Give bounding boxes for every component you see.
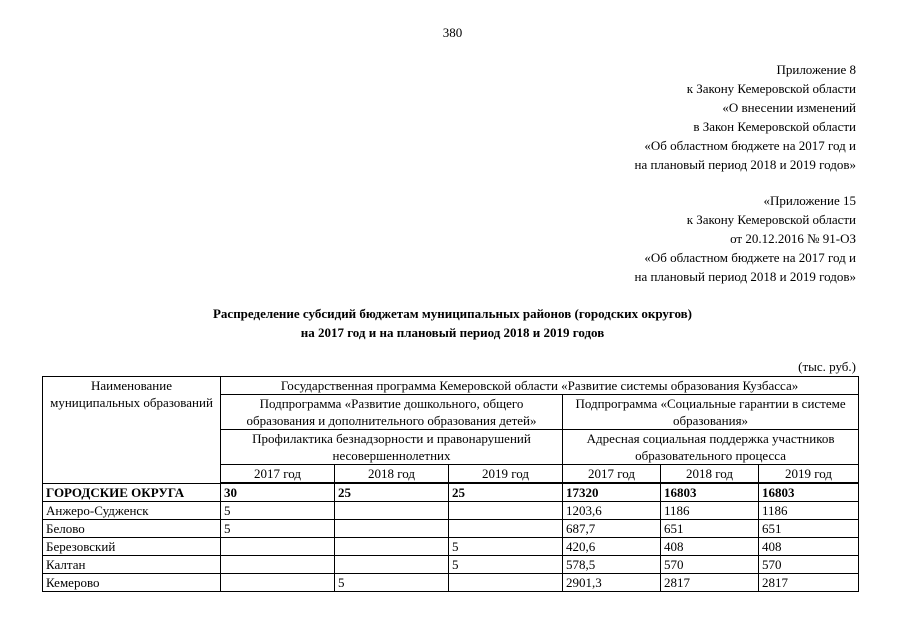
value-cell	[449, 502, 563, 520]
appendix-8-header	[635, 60, 857, 174]
year-header: 2019 год	[449, 465, 563, 484]
row-name-cell: Белово	[43, 520, 221, 538]
value-cell	[221, 538, 335, 556]
table-row	[43, 574, 859, 592]
year-header: 2019 год	[759, 465, 859, 484]
appendix-line: на плановый период 2018 и 2019 годов»	[634, 269, 856, 284]
value-cell	[335, 502, 449, 520]
value-cell: 651	[661, 520, 759, 538]
subsidy-table	[42, 376, 859, 592]
appendix-line: на плановый период 2018 и 2019 годов»	[634, 157, 856, 172]
appendix-line: «Об областном бюджете на 2017 год и	[644, 250, 856, 265]
appendix-line: «Об областном бюджете на 2017 год и	[644, 138, 856, 153]
value-cell: 17320	[563, 483, 661, 502]
page-number: 380	[442, 25, 463, 40]
value-cell: 1186	[661, 502, 759, 520]
value-cell: 25	[335, 483, 449, 502]
value-cell	[449, 520, 563, 538]
value-cell: 25	[449, 483, 563, 502]
subprogram1-header: Подпрограмма «Развитие дошкольного, общего образования и дополнительного образования детей»	[221, 395, 563, 430]
value-cell: 420,6	[563, 538, 661, 556]
subprogram2-header: Подпрограмма «Социальные гарантии в системе образования»	[563, 395, 859, 430]
year-header: 2018 год	[661, 465, 759, 484]
document-title	[0, 304, 905, 342]
appendix-line: к Закону Кемеровской области	[686, 81, 856, 96]
row-name-cell: Анжеро-Судженск	[43, 502, 221, 520]
appendix-line: в Закон Кемеровской области	[693, 119, 856, 134]
value-cell: 5	[221, 502, 335, 520]
value-cell: 651	[759, 520, 859, 538]
value-cell: 570	[661, 556, 759, 574]
value-cell	[221, 556, 335, 574]
appendix-15-header	[635, 191, 857, 286]
program-header: Государственная программа Кемеровской области «Развитие системы образования Кузбасса»	[221, 377, 859, 395]
value-cell	[335, 538, 449, 556]
appendix-line: к Закону Кемеровской области	[686, 212, 856, 227]
value-cell: 570	[759, 556, 859, 574]
value-cell: 5	[335, 574, 449, 592]
value-cell: 30	[221, 483, 335, 502]
title-line: Распределение субсидий бюджетам муниципальных районов (городских округов)	[212, 306, 692, 321]
table-body	[43, 483, 859, 592]
row-name-cell: ГОРОДСКИЕ ОКРУГА	[43, 483, 221, 502]
value-cell	[449, 574, 563, 592]
value-cell: 5	[221, 520, 335, 538]
value-cell: 2817	[759, 574, 859, 592]
table-row	[43, 502, 859, 520]
value-cell: 5	[449, 556, 563, 574]
value-cell: 578,5	[563, 556, 661, 574]
measure2-header: Адресная социальная поддержка участников образовательного процесса	[563, 430, 859, 465]
value-cell: 2901,3	[563, 574, 661, 592]
row-name-cell: Березовский	[43, 538, 221, 556]
title-line: на 2017 год и на плановый период 2018 и 2019 годов	[300, 325, 605, 340]
year-header: 2017 год	[221, 465, 335, 484]
value-cell	[335, 520, 449, 538]
appendix-line: «О внесении изменений	[722, 100, 856, 115]
table-row	[43, 556, 859, 574]
table-row	[43, 520, 859, 538]
value-cell: 687,7	[563, 520, 661, 538]
appendix-line: от 20.12.2016 № 91-ОЗ	[730, 231, 856, 246]
year-header: 2017 год	[563, 465, 661, 484]
value-cell: 16803	[661, 483, 759, 502]
measure1-header: Профилактика безнадзорности и правонарушений несовершеннолетних	[221, 430, 563, 465]
value-cell: 2817	[661, 574, 759, 592]
value-cell: 408	[759, 538, 859, 556]
col-name-header: Наименование муниципальных образований	[43, 377, 221, 484]
value-cell	[221, 574, 335, 592]
unit-label: (тыс. руб.)	[798, 359, 856, 374]
appendix-line: Приложение 8	[776, 62, 856, 77]
value-cell: 16803	[759, 483, 859, 502]
value-cell: 1203,6	[563, 502, 661, 520]
year-header: 2018 год	[335, 465, 449, 484]
value-cell: 1186	[759, 502, 859, 520]
row-name-cell: Калтан	[43, 556, 221, 574]
row-name-cell: Кемерово	[43, 574, 221, 592]
table-row	[43, 483, 859, 502]
table-row	[43, 538, 859, 556]
appendix-line: «Приложение 15	[763, 193, 856, 208]
header-row-program	[43, 377, 859, 395]
value-cell	[335, 556, 449, 574]
value-cell: 408	[661, 538, 759, 556]
value-cell: 5	[449, 538, 563, 556]
